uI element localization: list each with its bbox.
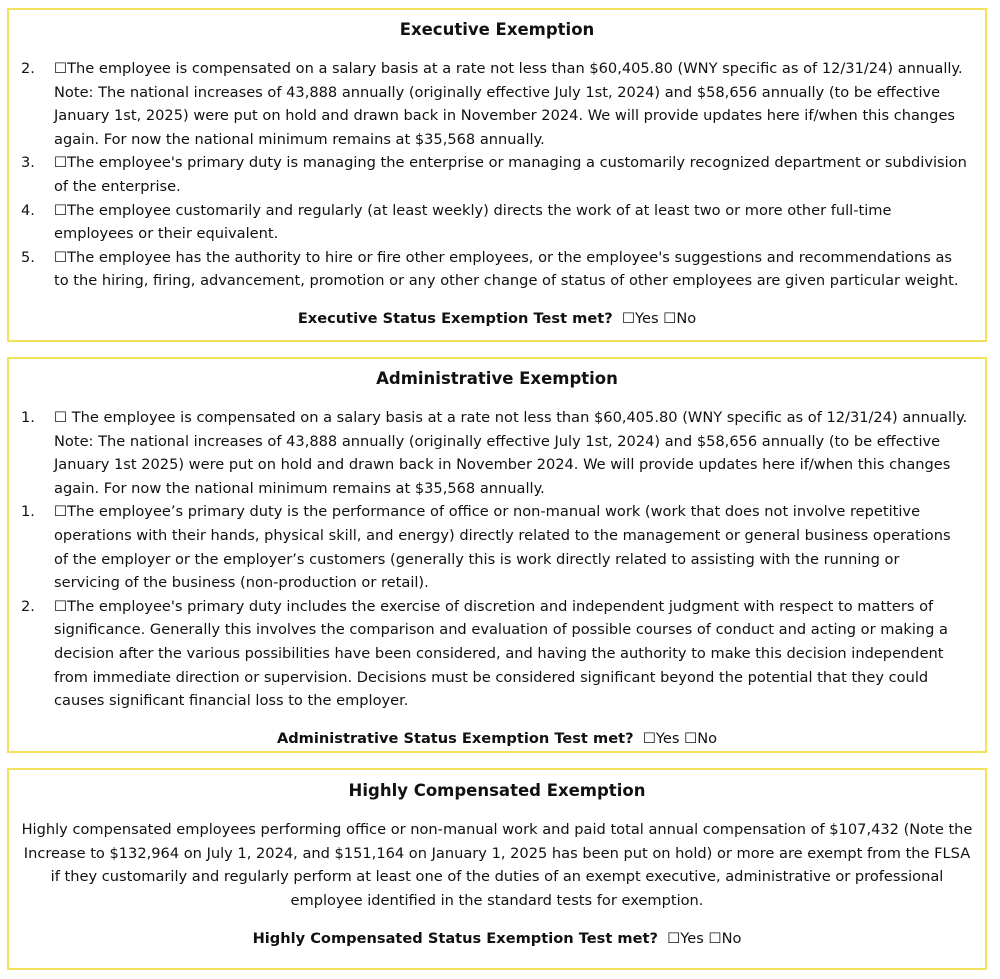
criterion-text[interactable]: ☐ The employee is compensated on a salary basis at a rate not less than $60,405.80 (WNY specific as of 12/31/24) annually. Note: The national increases of 43,888 annually (originally effective July 1st, 2024) and $58,656 annually (to be effective January 1st 2025) were put on hold and drawn back in November 2024. We will provide updates here if/when this changes again. For now the national minimum remains at $35,568 annually. (54, 409, 968, 497)
list-item (9, 246, 985, 293)
yes-checkbox[interactable]: ☐Yes (642, 730, 680, 747)
test-question: Highly Compensated Status Exemption Test met? (252, 930, 658, 947)
list-item (9, 595, 985, 713)
criterion-text[interactable]: ☐The employee has the authority to hire or fire other employees, or the employee's suggestions and recommendations as to the hiring, firing, advancement, promotion or any other change of status of other employees are given particular weight. (54, 248, 959, 290)
section-title: Administrative Exemption (376, 369, 618, 388)
no-checkbox[interactable]: ☐No (708, 930, 742, 947)
criteria-list (9, 57, 985, 293)
test-met-line (9, 728, 985, 750)
criterion-text[interactable]: ☐The employee's primary duty is managing the enterprise or managing a customarily recognized department or subdivision of the enterprise. (54, 154, 967, 195)
no-checkbox[interactable]: ☐No (663, 310, 697, 327)
criterion-text[interactable]: ☐The employee’s primary duty is the performance of office or non-manual work (work that does not involve repetitive operations with their hands, physical skill, and energy) directly related to the management or general business operations of the employer or the employer’s customers (generally this is work directly related to assisting with the running or servicing of the business (non-production or retail). (54, 503, 951, 592)
list-item (9, 406, 985, 500)
criteria-list (9, 406, 985, 713)
list-item (9, 500, 985, 594)
list-number: 4. (21, 201, 35, 219)
yes-checkbox[interactable]: ☐Yes (621, 310, 659, 327)
criterion-text[interactable]: ☐The employee is compensated on a salary basis at a rate not less than $60,405.80 (WNY specific as of 12/31/24) annually. Note: The national increases of 43,888 annually (originally effective July 1st, 2024) and $58,656 annually (to be effective January 1st, 2025) were put on hold and drawn back in November 2024. We will provide updates here if/when this changes again. For now the national minimum remains at $35,568 annually. (54, 60, 963, 148)
executive-exemption-section (7, 8, 987, 342)
list-number: 1. (21, 503, 35, 521)
list-number: 1. (21, 409, 35, 426)
test-met-line (9, 928, 985, 950)
list-number: 3. (21, 154, 35, 172)
list-number: 5. (21, 248, 35, 266)
test-met-line (9, 308, 985, 330)
list-item (9, 151, 985, 198)
list-number: 2. (21, 60, 35, 77)
list-number: 2. (21, 597, 35, 615)
test-question: Administrative Status Exemption Test met? (276, 730, 634, 747)
criterion-text[interactable]: ☐The employee's primary duty includes the exercise of discretion and independent judgment with respect to matters of significance. Generally this involves the comparison and evaluation of possible courses of conduct and acting or making a decision after the various possibilities have been considered, and having the authority to make this decision independent from immediate direction or supervision. Decisions must be considered significant beyond the potential that they could causes significant financial loss to the employer. (54, 597, 948, 710)
section-title: Executive Exemption (399, 20, 595, 39)
administrative-exemption-section (7, 357, 987, 753)
section-title: Highly Compensated Exemption (348, 781, 646, 800)
list-item (9, 199, 985, 246)
yes-checkbox[interactable]: ☐Yes (667, 930, 704, 947)
test-question: Executive Status Exemption Test met? (297, 310, 613, 327)
criterion-text[interactable]: ☐The employee customarily and regularly (at least weekly) directs the work of at least two or more other full-time employees or their equivalent. (54, 201, 892, 243)
highly-compensated-exemption-section (7, 768, 987, 970)
list-item (9, 57, 985, 151)
no-checkbox[interactable]: ☐No (684, 730, 718, 747)
description-paragraph: Highly compensated employees performing office or non-manual work and paid total annual compensation of $107,432 (Note the Increase to $132,964 on July 1, 2024, and $151,164 on January 1, 2025 has been put on hold) or more are exempt from the FLSA if they customarily and regularly perform at least one of the duties of an exempt executive, administrative or professional employee identified in the standard tests for exemption. (21, 821, 973, 909)
